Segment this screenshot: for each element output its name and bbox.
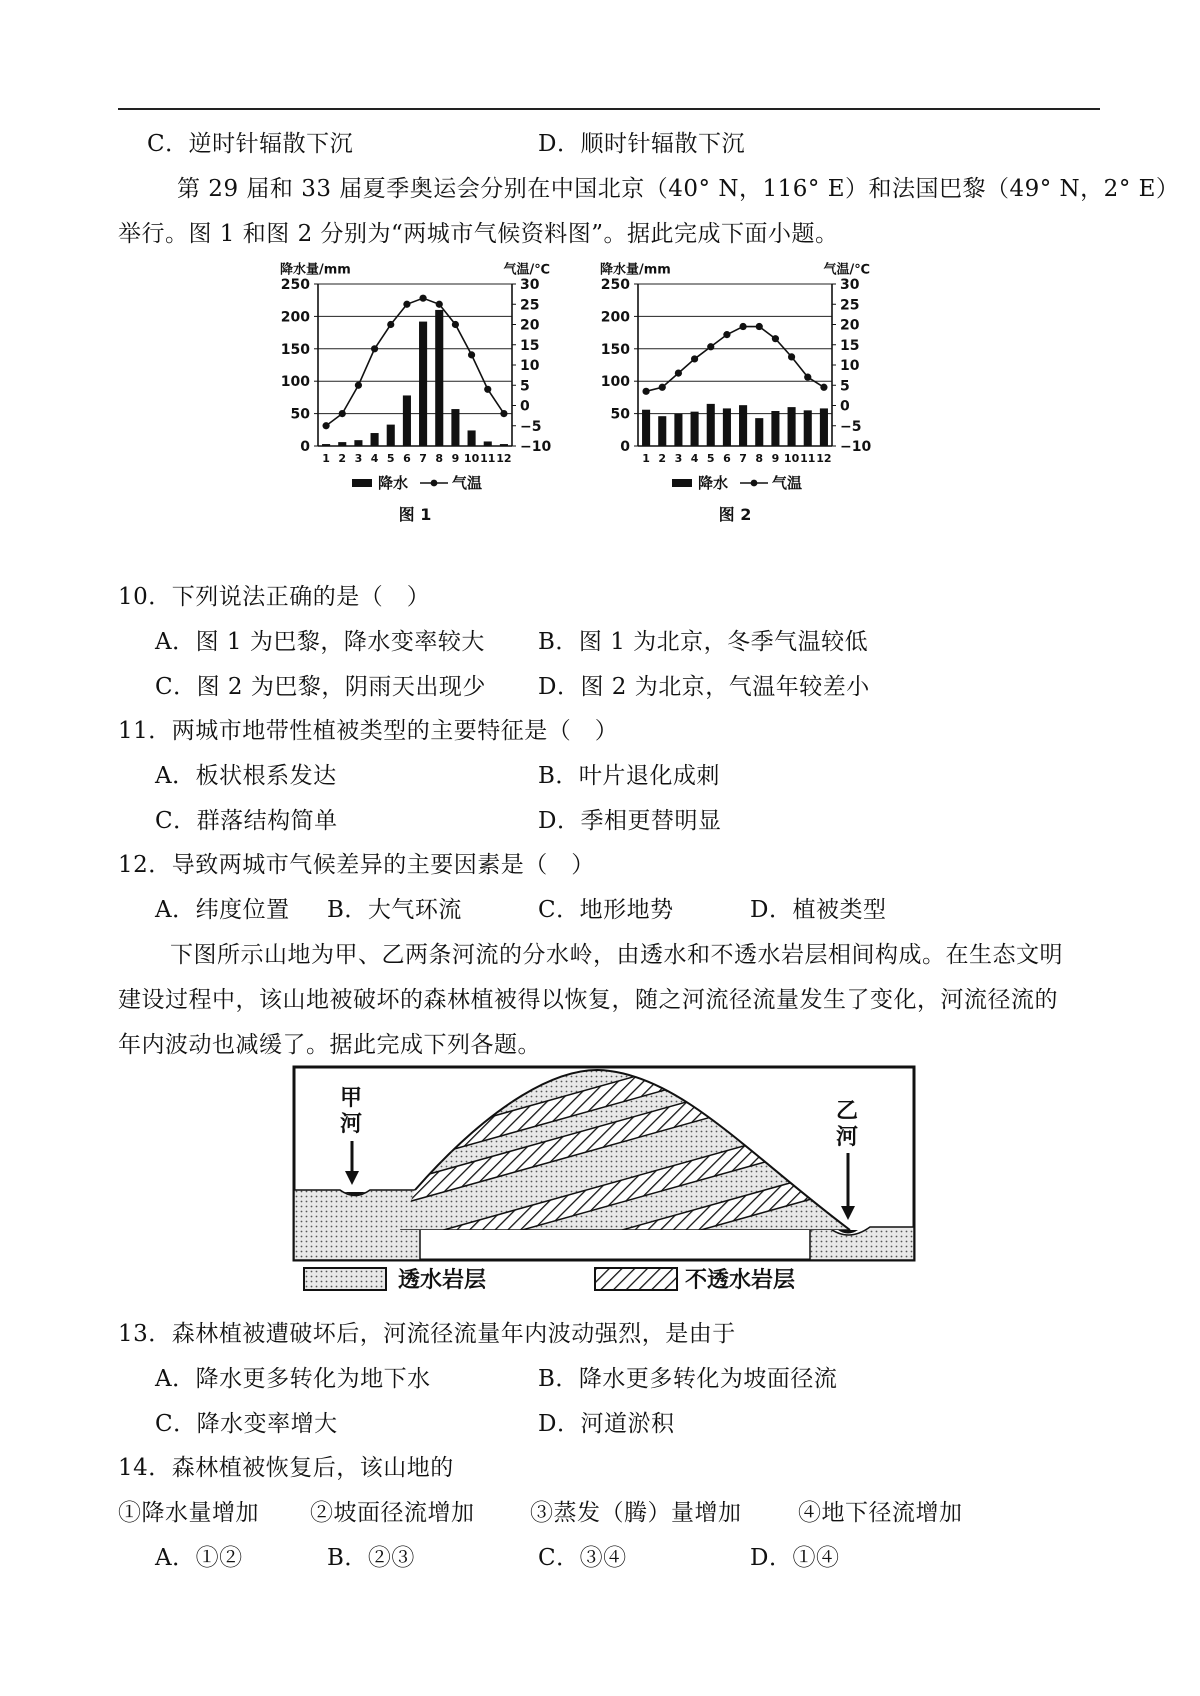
chart2-bar-precip bbox=[788, 407, 796, 446]
climate-chart-2 bbox=[600, 262, 920, 562]
chart1-temp-point bbox=[387, 321, 394, 328]
chart2-xtick-label: 5 bbox=[706, 452, 715, 465]
q13-option-a: A．降水更多转化为地下水 bbox=[155, 1366, 431, 1392]
q14-option-b: B．②③ bbox=[327, 1545, 415, 1571]
q12-option-b: B．大气环流 bbox=[327, 897, 462, 923]
chart1-xtick-label: 11 bbox=[480, 452, 496, 465]
chart1-temp-point bbox=[339, 410, 346, 417]
chart2-ytick-right-label: 25 bbox=[840, 297, 860, 314]
chart1-ytick-right-label: 30 bbox=[520, 277, 540, 293]
chart2-temp-point bbox=[739, 323, 746, 330]
chart1-ytick-left-label: 250 bbox=[280, 277, 310, 293]
chart1-xtick-label: 6 bbox=[403, 452, 411, 465]
q14-stem: 14．森林植被恢复后，该山地的 bbox=[118, 1455, 454, 1481]
chart2-temp-point bbox=[675, 370, 682, 377]
q14-statement-1: ①降水量增加 bbox=[118, 1500, 259, 1526]
chart2-temp-point bbox=[723, 331, 730, 338]
chart1-legend-bar-label: 降水 bbox=[378, 474, 409, 492]
chart1-ylabel-right: 气温/℃ bbox=[503, 262, 550, 278]
chart2-ytick-right-label: 15 bbox=[840, 337, 860, 354]
chart1-temp-point bbox=[322, 422, 329, 429]
chart2-bar-precip bbox=[820, 408, 828, 446]
chart2-temp-point bbox=[707, 343, 714, 350]
chart1-xtick-label: 5 bbox=[386, 452, 395, 465]
chart2-ytick-left-label: 200 bbox=[600, 309, 630, 326]
chart1-ytick-left-label: 0 bbox=[300, 439, 310, 455]
chart1-xtick-label: 2 bbox=[338, 452, 347, 465]
chart2-temp-point bbox=[772, 335, 779, 342]
chart2-xtick-label: 3 bbox=[674, 452, 683, 465]
chart2-temp-point bbox=[642, 388, 649, 395]
chart1-legend-line-label: 气温 bbox=[452, 474, 483, 492]
chart2-temp-point bbox=[788, 353, 795, 360]
climate-chart-1 bbox=[280, 262, 600, 562]
header-rule bbox=[118, 108, 1100, 110]
chart1-temp-point bbox=[468, 351, 475, 358]
chart2-bar-precip bbox=[691, 412, 699, 446]
chart2-ytick-right-label: 10 bbox=[840, 358, 860, 374]
q12-stem: 12．导致两城市气候差异的主要因素是（ ） bbox=[118, 852, 595, 878]
chart1-ytick-left-label: 150 bbox=[280, 341, 310, 358]
chart1-bar-precip bbox=[500, 444, 508, 446]
chart1-xtick-label: 3 bbox=[354, 452, 363, 465]
chart2-ytick-right-label: 0 bbox=[840, 398, 850, 415]
chart2-legend-line-dot bbox=[751, 480, 758, 487]
chart2-ytick-right-label: −5 bbox=[840, 418, 862, 435]
chart2-legend-bar-swatch bbox=[672, 479, 692, 487]
chart1-bar-precip bbox=[354, 440, 362, 446]
q13-stem: 13．森林植被遭破坏后，河流径流量年内波动强烈，是由于 bbox=[118, 1321, 736, 1347]
chart1-legend-line-dot bbox=[431, 480, 438, 487]
q14-statement-3: ③蒸发（腾）量增加 bbox=[530, 1500, 742, 1526]
chart1-ytick-right-label: 20 bbox=[520, 317, 540, 334]
chart1-temp-point bbox=[403, 301, 410, 308]
chart1-bar-precip bbox=[484, 441, 492, 446]
q10-stem: 10．下列说法正确的是（ ） bbox=[118, 584, 431, 610]
q10-option-a: A．图 1 为巴黎，降水变率较大 bbox=[155, 629, 485, 655]
chart1-legend-bar-swatch bbox=[352, 479, 372, 487]
q13-option-c: C．降水变率增大 bbox=[155, 1411, 338, 1437]
intro2-line3: 年内波动也减缓了。据此完成下列各题。 bbox=[118, 1032, 541, 1058]
q14-option-c: C．③④ bbox=[538, 1545, 627, 1571]
q10-option-c: C．图 2 为巴黎，阴雨天出现少 bbox=[155, 674, 486, 700]
chart1-title: 图 1 bbox=[398, 505, 432, 524]
chart1-ytick-left-label: 200 bbox=[280, 309, 310, 326]
intro2-line2: 建设过程中，该山地被破坏的森林植被得以恢复，随之河流径流量发生了变化，河流径流的 bbox=[118, 987, 1058, 1013]
legend-permeable-swatch bbox=[304, 1268, 386, 1290]
chart2-ylabel-left: 降水量/mm bbox=[600, 262, 671, 278]
chart2-xtick-label: 2 bbox=[658, 452, 667, 465]
chart1-ytick-right-label: −5 bbox=[520, 418, 542, 435]
chart2-bar-precip bbox=[755, 418, 763, 446]
chart2-xtick-label: 8 bbox=[755, 452, 764, 465]
q11-option-d: D．季相更替明显 bbox=[538, 808, 722, 834]
chart2-xtick-label: 12 bbox=[816, 452, 832, 465]
chart1-bar-precip bbox=[403, 395, 411, 446]
q14-option-a: A．①② bbox=[155, 1545, 243, 1571]
river-b-label-1: 乙 bbox=[836, 1099, 859, 1124]
chart2-bar-precip bbox=[804, 410, 812, 446]
chart2-bar-precip bbox=[642, 410, 650, 446]
legend-permeable-label: 透水岩层 bbox=[398, 1268, 487, 1293]
chart2-temp-point bbox=[820, 384, 827, 391]
q14-statement-2: ②坡面径流增加 bbox=[310, 1500, 475, 1526]
chart2-temp-point bbox=[756, 323, 763, 330]
chart1-xtick-label: 7 bbox=[419, 452, 427, 465]
chart1-temp-point bbox=[484, 386, 491, 393]
chart2-title: 图 2 bbox=[718, 505, 752, 524]
chart1-ytick-right-label: 10 bbox=[520, 358, 540, 374]
chart2-xtick-label: 1 bbox=[642, 452, 650, 465]
chart2-ytick-right-label: −10 bbox=[840, 439, 872, 455]
q14-option-d: D．①④ bbox=[750, 1545, 840, 1571]
chart1-ytick-right-label: 15 bbox=[520, 337, 540, 354]
chart2-ytick-left-label: 250 bbox=[600, 277, 630, 293]
q13-option-b: B．降水更多转化为坡面径流 bbox=[538, 1366, 838, 1392]
chart2-xtick-label: 7 bbox=[739, 452, 747, 465]
intro1-line1: 第 29 届和 33 届夏季奥运会分别在中国北京（40° N，116° E）和法国巴黎（49° N，2° E） bbox=[177, 176, 1180, 202]
q12-option-c: C．地形地势 bbox=[538, 897, 674, 923]
chart1-temp-point bbox=[436, 301, 443, 308]
chart1-plot bbox=[281, 277, 552, 524]
chart2-legend-bar-label: 降水 bbox=[698, 474, 729, 492]
chart1-temp-point bbox=[452, 321, 459, 328]
chart1-temp-point bbox=[371, 345, 378, 352]
river-b-label-2: 河 bbox=[836, 1125, 859, 1150]
legend-impermeable-swatch bbox=[595, 1268, 677, 1290]
chart2-bar-precip bbox=[739, 405, 747, 446]
river-a-label-2: 河 bbox=[340, 1112, 363, 1137]
q14-statement-4: ④地下径流增加 bbox=[798, 1500, 963, 1526]
legend-impermeable-label: 不透水岩层 bbox=[685, 1268, 796, 1293]
chart2-temp-point bbox=[659, 384, 666, 391]
q10-option-b: B．图 1 为北京，冬季气温较低 bbox=[538, 629, 869, 655]
chart2-bar-precip bbox=[723, 408, 731, 446]
chart1-bar-precip bbox=[419, 322, 427, 446]
chart2-xtick-label: 4 bbox=[690, 452, 699, 465]
option-d-prev: D．顺时针辐散下沉 bbox=[538, 131, 745, 157]
chart1-xtick-label: 4 bbox=[370, 452, 379, 465]
chart1-ytick-right-label: −10 bbox=[520, 439, 552, 455]
chart2-ytick-left-label: 0 bbox=[620, 439, 630, 455]
chart1-ytick-left-label: 50 bbox=[290, 406, 310, 423]
q13-option-d: D．河道淤积 bbox=[538, 1411, 675, 1437]
chart1-bar-precip bbox=[468, 430, 476, 446]
chart2-ytick-right-label: 5 bbox=[840, 378, 850, 395]
watershed-cross-section bbox=[290, 1065, 920, 1305]
chart2-ytick-right-label: 30 bbox=[840, 277, 860, 293]
chart2-temp-point bbox=[804, 374, 811, 381]
chart1-bar-precip bbox=[338, 442, 346, 446]
chart1-temp-line bbox=[326, 298, 504, 426]
chart1-ytick-left-label: 100 bbox=[280, 374, 310, 391]
q12-option-d: D．植被类型 bbox=[750, 897, 887, 923]
chart2-ytick-left-label: 100 bbox=[600, 374, 630, 391]
chart1-xtick-label: 8 bbox=[435, 452, 444, 465]
chart1-ytick-right-label: 0 bbox=[520, 398, 530, 415]
q11-option-c: C．群落结构简单 bbox=[155, 808, 338, 834]
chart2-bar-precip bbox=[658, 416, 666, 446]
chart2-temp-point bbox=[691, 355, 698, 362]
chart1-temp-point bbox=[419, 295, 426, 302]
chart1-temp-point bbox=[500, 410, 507, 417]
chart1-bar-precip bbox=[435, 310, 443, 446]
chart1-xtick-label: 10 bbox=[463, 452, 480, 465]
chart1-temp-point bbox=[355, 382, 362, 389]
q12-option-a: A．纬度位置 bbox=[155, 897, 290, 923]
chart2-ylabel-right: 气温/℃ bbox=[823, 262, 870, 278]
chart1-bar-precip bbox=[451, 409, 459, 446]
chart1-bar-precip bbox=[371, 433, 379, 446]
chart2-xtick-label: 9 bbox=[771, 452, 780, 465]
chart1-xtick-label: 12 bbox=[496, 452, 512, 465]
chart1-bar-precip bbox=[387, 425, 395, 446]
intro2-line1: 下图所示山地为甲、乙两条河流的分水岭，由透水和不透水岩层相间构成。在生态文明 bbox=[170, 942, 1063, 968]
q11-stem: 11．两城市地带性植被类型的主要特征是（ ） bbox=[118, 718, 619, 744]
q11-option-a: A．板状根系发达 bbox=[155, 763, 337, 789]
chart2-bar-precip bbox=[771, 411, 779, 446]
chart2-bar-precip bbox=[707, 404, 715, 446]
chart2-plot bbox=[601, 277, 872, 524]
intro1-line2: 举行。图 1 和图 2 分别为“两城市气候资料图”。据此完成下面小题。 bbox=[118, 221, 839, 247]
chart2-xtick-label: 6 bbox=[723, 452, 731, 465]
chart1-ylabel-left: 降水量/mm bbox=[280, 262, 351, 278]
river-a-label-1: 甲 bbox=[340, 1086, 363, 1111]
chart1-bar-precip bbox=[322, 444, 330, 446]
chart1-xtick-label: 9 bbox=[451, 452, 460, 465]
chart2-xtick-label: 11 bbox=[800, 452, 816, 465]
chart2-bar-precip bbox=[674, 414, 682, 446]
chart2-xtick-label: 10 bbox=[783, 452, 800, 465]
chart1-ytick-right-label: 25 bbox=[520, 297, 540, 314]
option-c-prev: C．逆时针辐散下沉 bbox=[147, 131, 354, 157]
chart2-ytick-left-label: 50 bbox=[610, 406, 630, 423]
q11-option-b: B．叶片退化成刺 bbox=[538, 763, 720, 789]
chart2-ytick-right-label: 20 bbox=[840, 317, 860, 334]
q10-option-d: D．图 2 为北京，气温年较差小 bbox=[538, 674, 870, 700]
chart2-legend-line-label: 气温 bbox=[772, 474, 803, 492]
chart2-ytick-left-label: 150 bbox=[600, 341, 630, 358]
chart1-xtick-label: 1 bbox=[322, 452, 330, 465]
chart1-ytick-right-label: 5 bbox=[520, 378, 530, 395]
